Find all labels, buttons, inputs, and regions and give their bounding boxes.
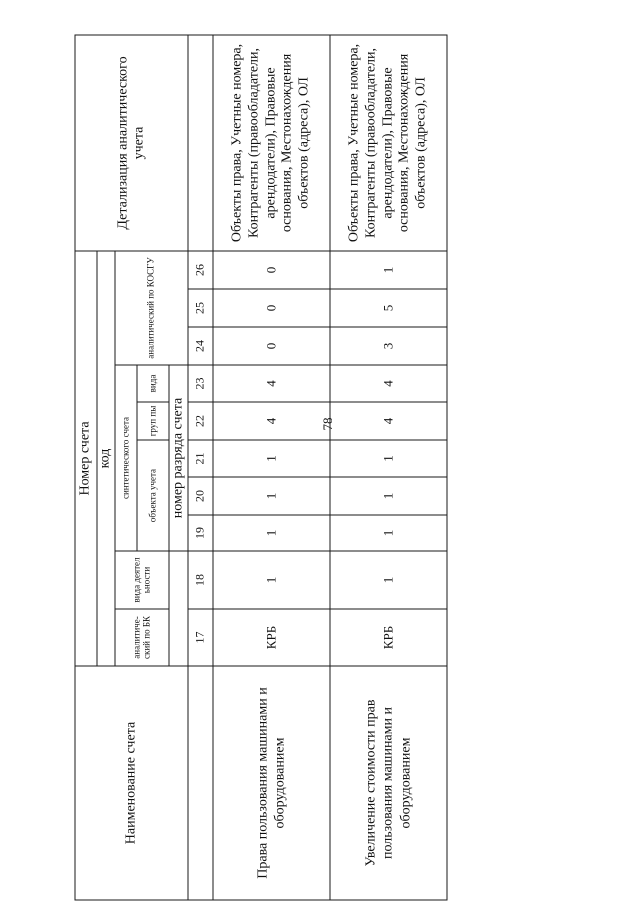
- header-code: код: [97, 250, 115, 665]
- header-analytical-bk: аналитический по БК: [115, 609, 169, 666]
- column-number-empty: [188, 666, 213, 900]
- column-number: 22: [188, 402, 213, 440]
- header-account-name: Наименование счета: [75, 666, 188, 900]
- accounts-table: [74, 34, 447, 900]
- column-number: 24: [188, 327, 213, 365]
- rotated-table-container: [74, 35, 446, 900]
- column-number: 21: [188, 440, 213, 477]
- code-cell: 1: [213, 440, 330, 477]
- code-cell: 1: [213, 551, 330, 609]
- code-cell: 4: [330, 402, 447, 440]
- header-analytical-kosgu: аналитический по КОСГУ: [115, 250, 188, 364]
- column-number-empty: [188, 34, 213, 250]
- header-spacer: [169, 551, 188, 666]
- header-type: вида: [137, 365, 169, 402]
- column-number: 18: [188, 551, 213, 609]
- code-cell: 0: [213, 289, 330, 327]
- code-cell: 1: [213, 515, 330, 551]
- column-number: 23: [188, 365, 213, 402]
- code-cell: КРБ: [330, 609, 447, 666]
- header-detail: Детализация аналитического учета: [75, 34, 188, 250]
- column-number: 17: [188, 609, 213, 666]
- header-activity-type: вида деятел ьности: [115, 551, 169, 609]
- code-cell: 3: [330, 327, 447, 365]
- column-number: 26: [188, 250, 213, 288]
- code-cell: 5: [330, 289, 447, 327]
- code-cell: 1: [330, 477, 447, 515]
- detail-cell: Объекты права, Учетные номера, Контрагенты (правообладатели, арендодатели), Правовые основания, Местонахождения объектов (адреса), ОЛ: [330, 34, 447, 250]
- code-cell: 1: [330, 551, 447, 609]
- code-cell: 1: [213, 477, 330, 515]
- account-name-cell: Увеличение стоимости прав пользования машинами и оборудованием: [330, 666, 447, 900]
- rotated-table-inner: [74, 35, 446, 900]
- column-number: 20: [188, 477, 213, 515]
- table-row: [330, 34, 447, 899]
- code-cell: КРБ: [213, 609, 330, 666]
- account-name-cell: Права пользования машинами и оборудованием: [213, 666, 330, 900]
- header-synthetic: синтетического счета: [115, 365, 137, 551]
- code-cell: 1: [330, 250, 447, 288]
- column-number: 19: [188, 515, 213, 551]
- header-account-number: Номер счета: [75, 250, 97, 665]
- code-cell: 0: [213, 327, 330, 365]
- code-cell: 4: [213, 402, 330, 440]
- table-row: [213, 34, 330, 899]
- code-cell: 4: [213, 365, 330, 402]
- page-number: 78: [320, 417, 335, 431]
- code-cell: 1: [330, 515, 447, 551]
- code-cell: 1: [330, 440, 447, 477]
- detail-cell: Объекты права, Учетные номера, Контрагенты (правообладатели, арендодатели), Правовые основания, Местонахождения объектов (адреса), ОЛ: [213, 34, 330, 250]
- header-accounting-object: объекта учета: [137, 440, 169, 551]
- header-digit-number: номер разряда счета: [169, 365, 188, 551]
- code-cell: 0: [213, 250, 330, 288]
- column-number: 25: [188, 289, 213, 327]
- header-group: груп пы: [137, 402, 169, 440]
- code-cell: 4: [330, 365, 447, 402]
